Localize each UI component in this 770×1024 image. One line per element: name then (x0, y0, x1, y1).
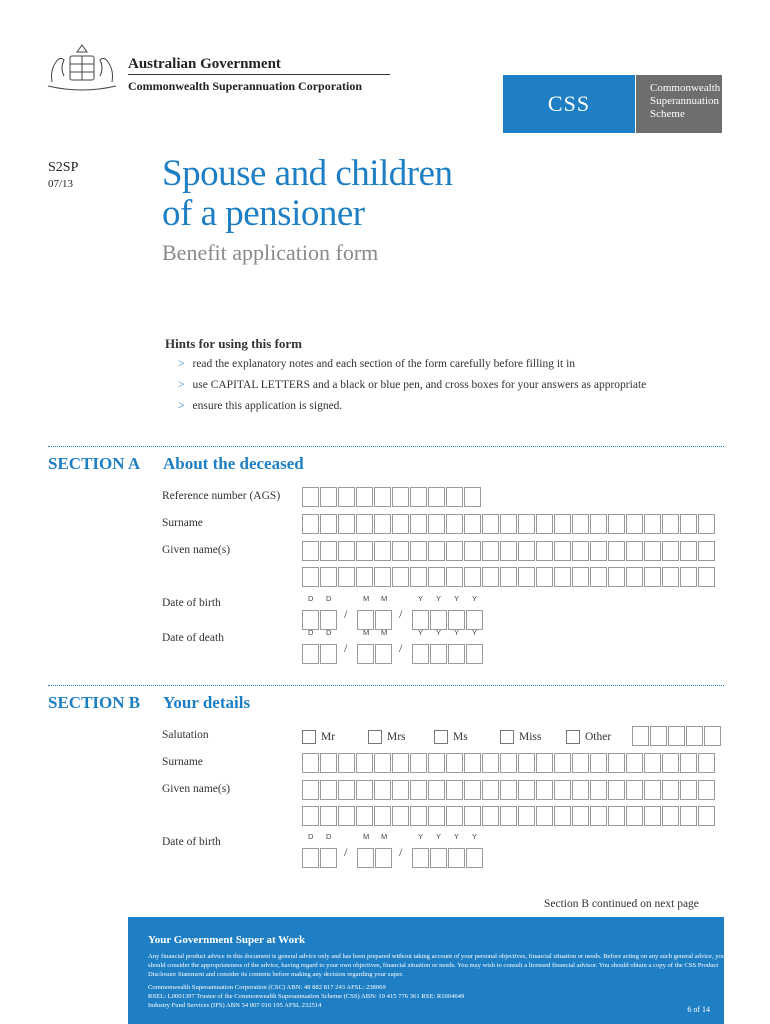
char-box[interactable] (680, 514, 697, 534)
form-title-line: of a pensioner (162, 193, 365, 234)
char-box[interactable] (536, 780, 553, 800)
footer-legal-line: RSEL: L0001397 Trustee of the Commonwealth Superannuation Scheme (CSS) ABN: 19 415 776 361 RSE: R1004649 (148, 993, 465, 1000)
char-box[interactable] (572, 514, 589, 534)
deceased-dod-field-day[interactable] (302, 644, 338, 664)
char-box[interactable] (392, 487, 409, 507)
deceased-dob-field-day[interactable] (302, 610, 338, 630)
char-box[interactable] (536, 753, 553, 773)
char-box[interactable] (446, 567, 463, 587)
char-box[interactable] (662, 806, 679, 826)
char-box[interactable] (482, 780, 499, 800)
date-part-header: Y (472, 594, 478, 603)
char-box[interactable] (356, 514, 373, 534)
section-a-title: About the deceased (163, 454, 304, 473)
char-box[interactable] (430, 610, 447, 630)
char-box[interactable] (482, 541, 499, 561)
char-box[interactable] (338, 514, 355, 534)
date-separator: / (399, 641, 403, 655)
char-box[interactable] (590, 780, 607, 800)
char-box[interactable] (430, 644, 447, 664)
other-checkbox[interactable] (566, 730, 580, 744)
mr-checkbox[interactable] (302, 730, 316, 744)
deceased-given-names-field-2[interactable] (302, 567, 716, 587)
footer-heading: Your Government Super at Work (148, 934, 306, 946)
char-box[interactable] (392, 780, 409, 800)
char-box[interactable] (302, 567, 319, 587)
char-box[interactable] (446, 487, 463, 507)
char-box[interactable] (590, 806, 607, 826)
char-box[interactable] (392, 514, 409, 534)
form-title (162, 154, 453, 234)
char-box[interactable] (466, 644, 483, 664)
other-salutation-field[interactable] (632, 726, 722, 746)
char-box[interactable] (464, 780, 481, 800)
char-box[interactable] (572, 806, 589, 826)
char-box[interactable] (608, 514, 625, 534)
char-box[interactable] (410, 541, 427, 561)
dob-label: Date of birth (162, 597, 221, 609)
char-box[interactable] (428, 780, 445, 800)
char-box[interactable] (536, 806, 553, 826)
char-box[interactable] (590, 541, 607, 561)
char-box[interactable] (428, 487, 445, 507)
char-box[interactable] (338, 780, 355, 800)
char-box[interactable] (500, 753, 517, 773)
form-code: S2SP (48, 160, 79, 175)
char-box[interactable] (392, 541, 409, 561)
char-box[interactable] (500, 806, 517, 826)
date-part-header: Y (436, 628, 442, 637)
date-separator: / (399, 607, 403, 621)
char-box[interactable] (375, 848, 392, 868)
char-box[interactable] (518, 567, 535, 587)
char-box[interactable] (375, 610, 392, 630)
char-box[interactable] (608, 567, 625, 587)
footer-legal-line: Commonwealth Superannuation Corporation (CSC) ABN: 48 882 817 243 AFSL: 238069 (148, 984, 386, 991)
char-box[interactable] (608, 806, 625, 826)
css-full-name (636, 75, 722, 133)
hint-item (178, 400, 342, 412)
date-part-header: Y (454, 832, 460, 841)
char-box[interactable] (392, 753, 409, 773)
section-divider (48, 685, 724, 686)
char-box[interactable] (302, 487, 319, 507)
char-box[interactable] (320, 753, 337, 773)
char-box[interactable] (554, 514, 571, 534)
ms-checkbox[interactable] (434, 730, 448, 744)
miss-checkbox[interactable] (500, 730, 514, 744)
char-box[interactable] (320, 487, 337, 507)
char-box[interactable] (698, 567, 715, 587)
char-box[interactable] (662, 514, 679, 534)
char-box[interactable] (686, 726, 703, 746)
miss-label: Miss (519, 731, 542, 743)
char-box[interactable] (680, 753, 697, 773)
deceased-given-names-field[interactable] (302, 541, 716, 561)
char-box[interactable] (464, 806, 481, 826)
char-box[interactable] (357, 610, 374, 630)
section-divider (48, 446, 724, 447)
form-date: 07/13 (48, 178, 74, 190)
char-box[interactable] (466, 848, 483, 868)
char-box[interactable] (626, 514, 643, 534)
char-box[interactable] (374, 487, 391, 507)
char-box[interactable] (338, 487, 355, 507)
char-box[interactable] (374, 541, 391, 561)
char-box[interactable] (446, 541, 463, 561)
char-box[interactable] (644, 806, 661, 826)
hint-item (178, 379, 646, 391)
deceased-dod-field-month[interactable] (357, 644, 393, 664)
char-box[interactable] (464, 487, 481, 507)
char-box[interactable] (320, 567, 337, 587)
char-box[interactable] (482, 753, 499, 773)
char-box[interactable] (356, 541, 373, 561)
mr-label: Mr (321, 731, 336, 743)
char-box[interactable] (626, 753, 643, 773)
date-part-header: Y (418, 832, 424, 841)
char-box[interactable] (554, 567, 571, 587)
char-box[interactable] (464, 753, 481, 773)
applicant-given-names-field-2[interactable] (302, 806, 716, 826)
char-box[interactable] (374, 514, 391, 534)
char-box[interactable] (482, 806, 499, 826)
char-box[interactable] (518, 541, 535, 561)
form-subtitle: Benefit application form (162, 240, 379, 265)
date-part-header: Y (454, 594, 460, 603)
char-box[interactable] (374, 806, 391, 826)
applicant-dob-field-day[interactable] (302, 848, 338, 868)
date-part-header: M (363, 628, 370, 637)
hint-text: use CAPITAL LETTERS and a black or blue pen, and cross boxes for your answers as appropriate (192, 379, 647, 391)
css-full-line: Commonwealth (650, 82, 721, 94)
date-part-header: Y (436, 594, 442, 603)
char-box[interactable] (302, 610, 319, 630)
char-box[interactable] (356, 806, 373, 826)
char-box[interactable] (650, 726, 667, 746)
char-box[interactable] (428, 514, 445, 534)
char-box[interactable] (698, 541, 715, 561)
footer-banner (128, 917, 724, 1024)
char-box[interactable] (356, 780, 373, 800)
char-box[interactable] (680, 541, 697, 561)
char-box[interactable] (302, 780, 319, 800)
char-box[interactable] (302, 753, 319, 773)
char-box[interactable] (302, 848, 319, 868)
char-box[interactable] (668, 726, 685, 746)
char-box[interactable] (374, 780, 391, 800)
char-box[interactable] (608, 753, 625, 773)
char-box[interactable] (644, 541, 661, 561)
char-box[interactable] (428, 753, 445, 773)
char-box[interactable] (626, 780, 643, 800)
char-box[interactable] (662, 541, 679, 561)
char-box[interactable] (464, 541, 481, 561)
char-box[interactable] (698, 753, 715, 773)
char-box[interactable] (464, 514, 481, 534)
applicant-dob-field-month[interactable] (357, 848, 393, 868)
chevron-right-icon: > (178, 400, 185, 412)
char-box[interactable] (466, 610, 483, 630)
char-box[interactable] (644, 567, 661, 587)
given-names-label: Given name(s) (162, 544, 231, 556)
applicant-given-names-field[interactable] (302, 780, 716, 800)
char-box[interactable] (302, 644, 319, 664)
dob-label: Date of birth (162, 836, 221, 848)
char-box[interactable] (446, 753, 463, 773)
reference-number-field[interactable] (302, 487, 482, 507)
char-box[interactable] (410, 806, 427, 826)
date-part-header: Y (418, 594, 424, 603)
date-part-header: M (363, 832, 370, 841)
char-box[interactable] (590, 567, 607, 587)
char-box[interactable] (356, 753, 373, 773)
char-box[interactable] (632, 726, 649, 746)
char-box[interactable] (554, 806, 571, 826)
hints-heading: Hints for using this form (165, 336, 302, 351)
char-box[interactable] (590, 514, 607, 534)
char-box[interactable] (338, 567, 355, 587)
header-rule (128, 74, 390, 75)
section-a-label: SECTION A (48, 454, 141, 473)
char-box[interactable] (500, 567, 517, 587)
char-box[interactable] (446, 806, 463, 826)
date-part-header: M (381, 628, 388, 637)
deceased-surname-field[interactable] (302, 514, 716, 534)
char-box[interactable] (410, 514, 427, 534)
char-box[interactable] (374, 567, 391, 587)
char-box[interactable] (410, 487, 427, 507)
date-part-header: Y (454, 628, 460, 637)
char-box[interactable] (357, 644, 374, 664)
date-part-header: Y (472, 628, 478, 637)
given-names-label: Given name(s) (162, 783, 231, 795)
char-box[interactable] (410, 780, 427, 800)
surname-label: Surname (162, 756, 203, 768)
footer-legal-line: Industry Fund Services (IFS) ABN 54 007 016 195 AFSL 232514 (148, 1002, 322, 1009)
char-box[interactable] (302, 806, 319, 826)
char-box[interactable] (554, 541, 571, 561)
date-part-header: Y (436, 832, 442, 841)
char-box[interactable] (412, 848, 429, 868)
char-box[interactable] (320, 541, 337, 561)
salutation-label: Salutation (162, 729, 209, 741)
char-box[interactable] (644, 780, 661, 800)
char-box[interactable] (412, 610, 429, 630)
char-box[interactable] (698, 780, 715, 800)
date-part-header: Y (418, 628, 424, 637)
char-box[interactable] (338, 753, 355, 773)
date-part-header: D (326, 594, 332, 603)
char-box[interactable] (375, 644, 392, 664)
char-box[interactable] (644, 514, 661, 534)
char-box[interactable] (500, 780, 517, 800)
government-name: Australian Government (128, 56, 281, 72)
char-box[interactable] (412, 644, 429, 664)
form-title-line: Spouse and children (162, 153, 453, 194)
char-box[interactable] (608, 780, 625, 800)
css-full-line: Superannuation (650, 95, 720, 107)
date-separator: / (344, 607, 348, 621)
char-box[interactable] (482, 567, 499, 587)
char-box[interactable] (374, 753, 391, 773)
char-box[interactable] (536, 514, 553, 534)
char-box[interactable] (320, 514, 337, 534)
char-box[interactable] (626, 541, 643, 561)
char-box[interactable] (554, 753, 571, 773)
applicant-surname-field[interactable] (302, 753, 716, 773)
char-box[interactable] (608, 541, 625, 561)
char-box[interactable] (518, 780, 535, 800)
char-box[interactable] (428, 567, 445, 587)
continued-note: Section B continued on next page (544, 898, 699, 910)
char-box[interactable] (320, 848, 337, 868)
char-box[interactable] (448, 644, 465, 664)
char-box[interactable] (698, 514, 715, 534)
corporation-name: Commonwealth Superannuation Corporation (128, 79, 363, 93)
char-box[interactable] (572, 780, 589, 800)
char-box[interactable] (680, 780, 697, 800)
char-box[interactable] (410, 567, 427, 587)
coat-of-arms-logo (42, 42, 122, 94)
date-part-header: D (308, 628, 314, 637)
date-part-header: D (308, 594, 314, 603)
date-part-header: M (363, 594, 370, 603)
page-number: 6 of 14 (687, 1005, 710, 1014)
char-box[interactable] (446, 514, 463, 534)
char-box[interactable] (392, 567, 409, 587)
date-separator: / (344, 641, 348, 655)
section-b-title: Your details (163, 693, 251, 712)
footer-disclaimer: Any financial product advice in this document is general advice only and has been prepared without taking account of your personal objectives, financial situation or needs. Before acting on any such general advice, you should consider the appropriateness of the advice, having regard to your own objectives, financial situation or needs. You may wish to consult a licensed financial advisor. You should obtain a copy of the CSS Product Disclosure Statement and consider its contents before making any decision regarding your super. (148, 953, 726, 978)
chevron-right-icon: > (178, 358, 185, 370)
date-separator: / (344, 845, 348, 859)
date-part-header: D (308, 832, 314, 841)
char-box[interactable] (302, 514, 319, 534)
css-logo: CSS (503, 75, 635, 133)
char-box[interactable] (357, 848, 374, 868)
char-box[interactable] (680, 567, 697, 587)
date-part-header: M (381, 594, 388, 603)
deceased-dob-field-year[interactable] (412, 610, 484, 630)
char-box[interactable] (410, 753, 427, 773)
deceased-dob-field-month[interactable] (357, 610, 393, 630)
char-box[interactable] (554, 780, 571, 800)
section-b-label: SECTION B (48, 693, 141, 712)
char-box[interactable] (428, 541, 445, 561)
char-box[interactable] (320, 610, 337, 630)
char-box[interactable] (518, 806, 535, 826)
date-separator: / (399, 845, 403, 859)
char-box[interactable] (704, 726, 721, 746)
mrs-checkbox[interactable] (368, 730, 382, 744)
char-box[interactable] (662, 780, 679, 800)
char-box[interactable] (392, 806, 409, 826)
char-box[interactable] (356, 567, 373, 587)
ms-label: Ms (453, 731, 468, 743)
char-box[interactable] (662, 567, 679, 587)
date-part-header: Y (472, 832, 478, 841)
char-box[interactable] (680, 806, 697, 826)
css-full-line: Scheme (650, 108, 685, 120)
footer-legal (148, 983, 728, 1010)
char-box[interactable] (448, 848, 465, 868)
char-box[interactable] (356, 487, 373, 507)
char-box[interactable] (338, 541, 355, 561)
chevron-right-icon: > (178, 379, 185, 391)
deceased-dod-field-year[interactable] (412, 644, 484, 664)
hint-text: read the explanatory notes and each section of the form carefully before filling it in (192, 358, 576, 370)
char-box[interactable] (430, 848, 447, 868)
surname-label: Surname (162, 517, 203, 529)
char-box[interactable] (446, 780, 463, 800)
char-box[interactable] (320, 644, 337, 664)
char-box[interactable] (428, 806, 445, 826)
char-box[interactable] (626, 806, 643, 826)
char-box[interactable] (320, 806, 337, 826)
date-part-header: D (326, 628, 332, 637)
char-box[interactable] (536, 541, 553, 561)
char-box[interactable] (626, 567, 643, 587)
char-box[interactable] (500, 514, 517, 534)
mrs-label: Mrs (387, 731, 406, 743)
char-box[interactable] (448, 610, 465, 630)
char-box[interactable] (698, 806, 715, 826)
char-box[interactable] (572, 753, 589, 773)
reference-label: Reference number (AGS) (162, 490, 281, 502)
char-box[interactable] (338, 806, 355, 826)
date-part-header: M (381, 832, 388, 841)
char-box[interactable] (572, 541, 589, 561)
char-box[interactable] (518, 514, 535, 534)
dod-label: Date of death (162, 632, 224, 644)
char-box[interactable] (644, 753, 661, 773)
char-box[interactable] (518, 753, 535, 773)
date-part-header: D (326, 832, 332, 841)
char-box[interactable] (572, 567, 589, 587)
hint-text: ensure this application is signed. (192, 400, 343, 412)
hint-item (178, 358, 575, 370)
char-box[interactable] (464, 567, 481, 587)
char-box[interactable] (500, 541, 517, 561)
char-box[interactable] (536, 567, 553, 587)
other-label: Other (585, 731, 612, 743)
char-box[interactable] (482, 514, 499, 534)
applicant-dob-field-year[interactable] (412, 848, 484, 868)
char-box[interactable] (590, 753, 607, 773)
char-box[interactable] (662, 753, 679, 773)
char-box[interactable] (320, 780, 337, 800)
char-box[interactable] (302, 541, 319, 561)
